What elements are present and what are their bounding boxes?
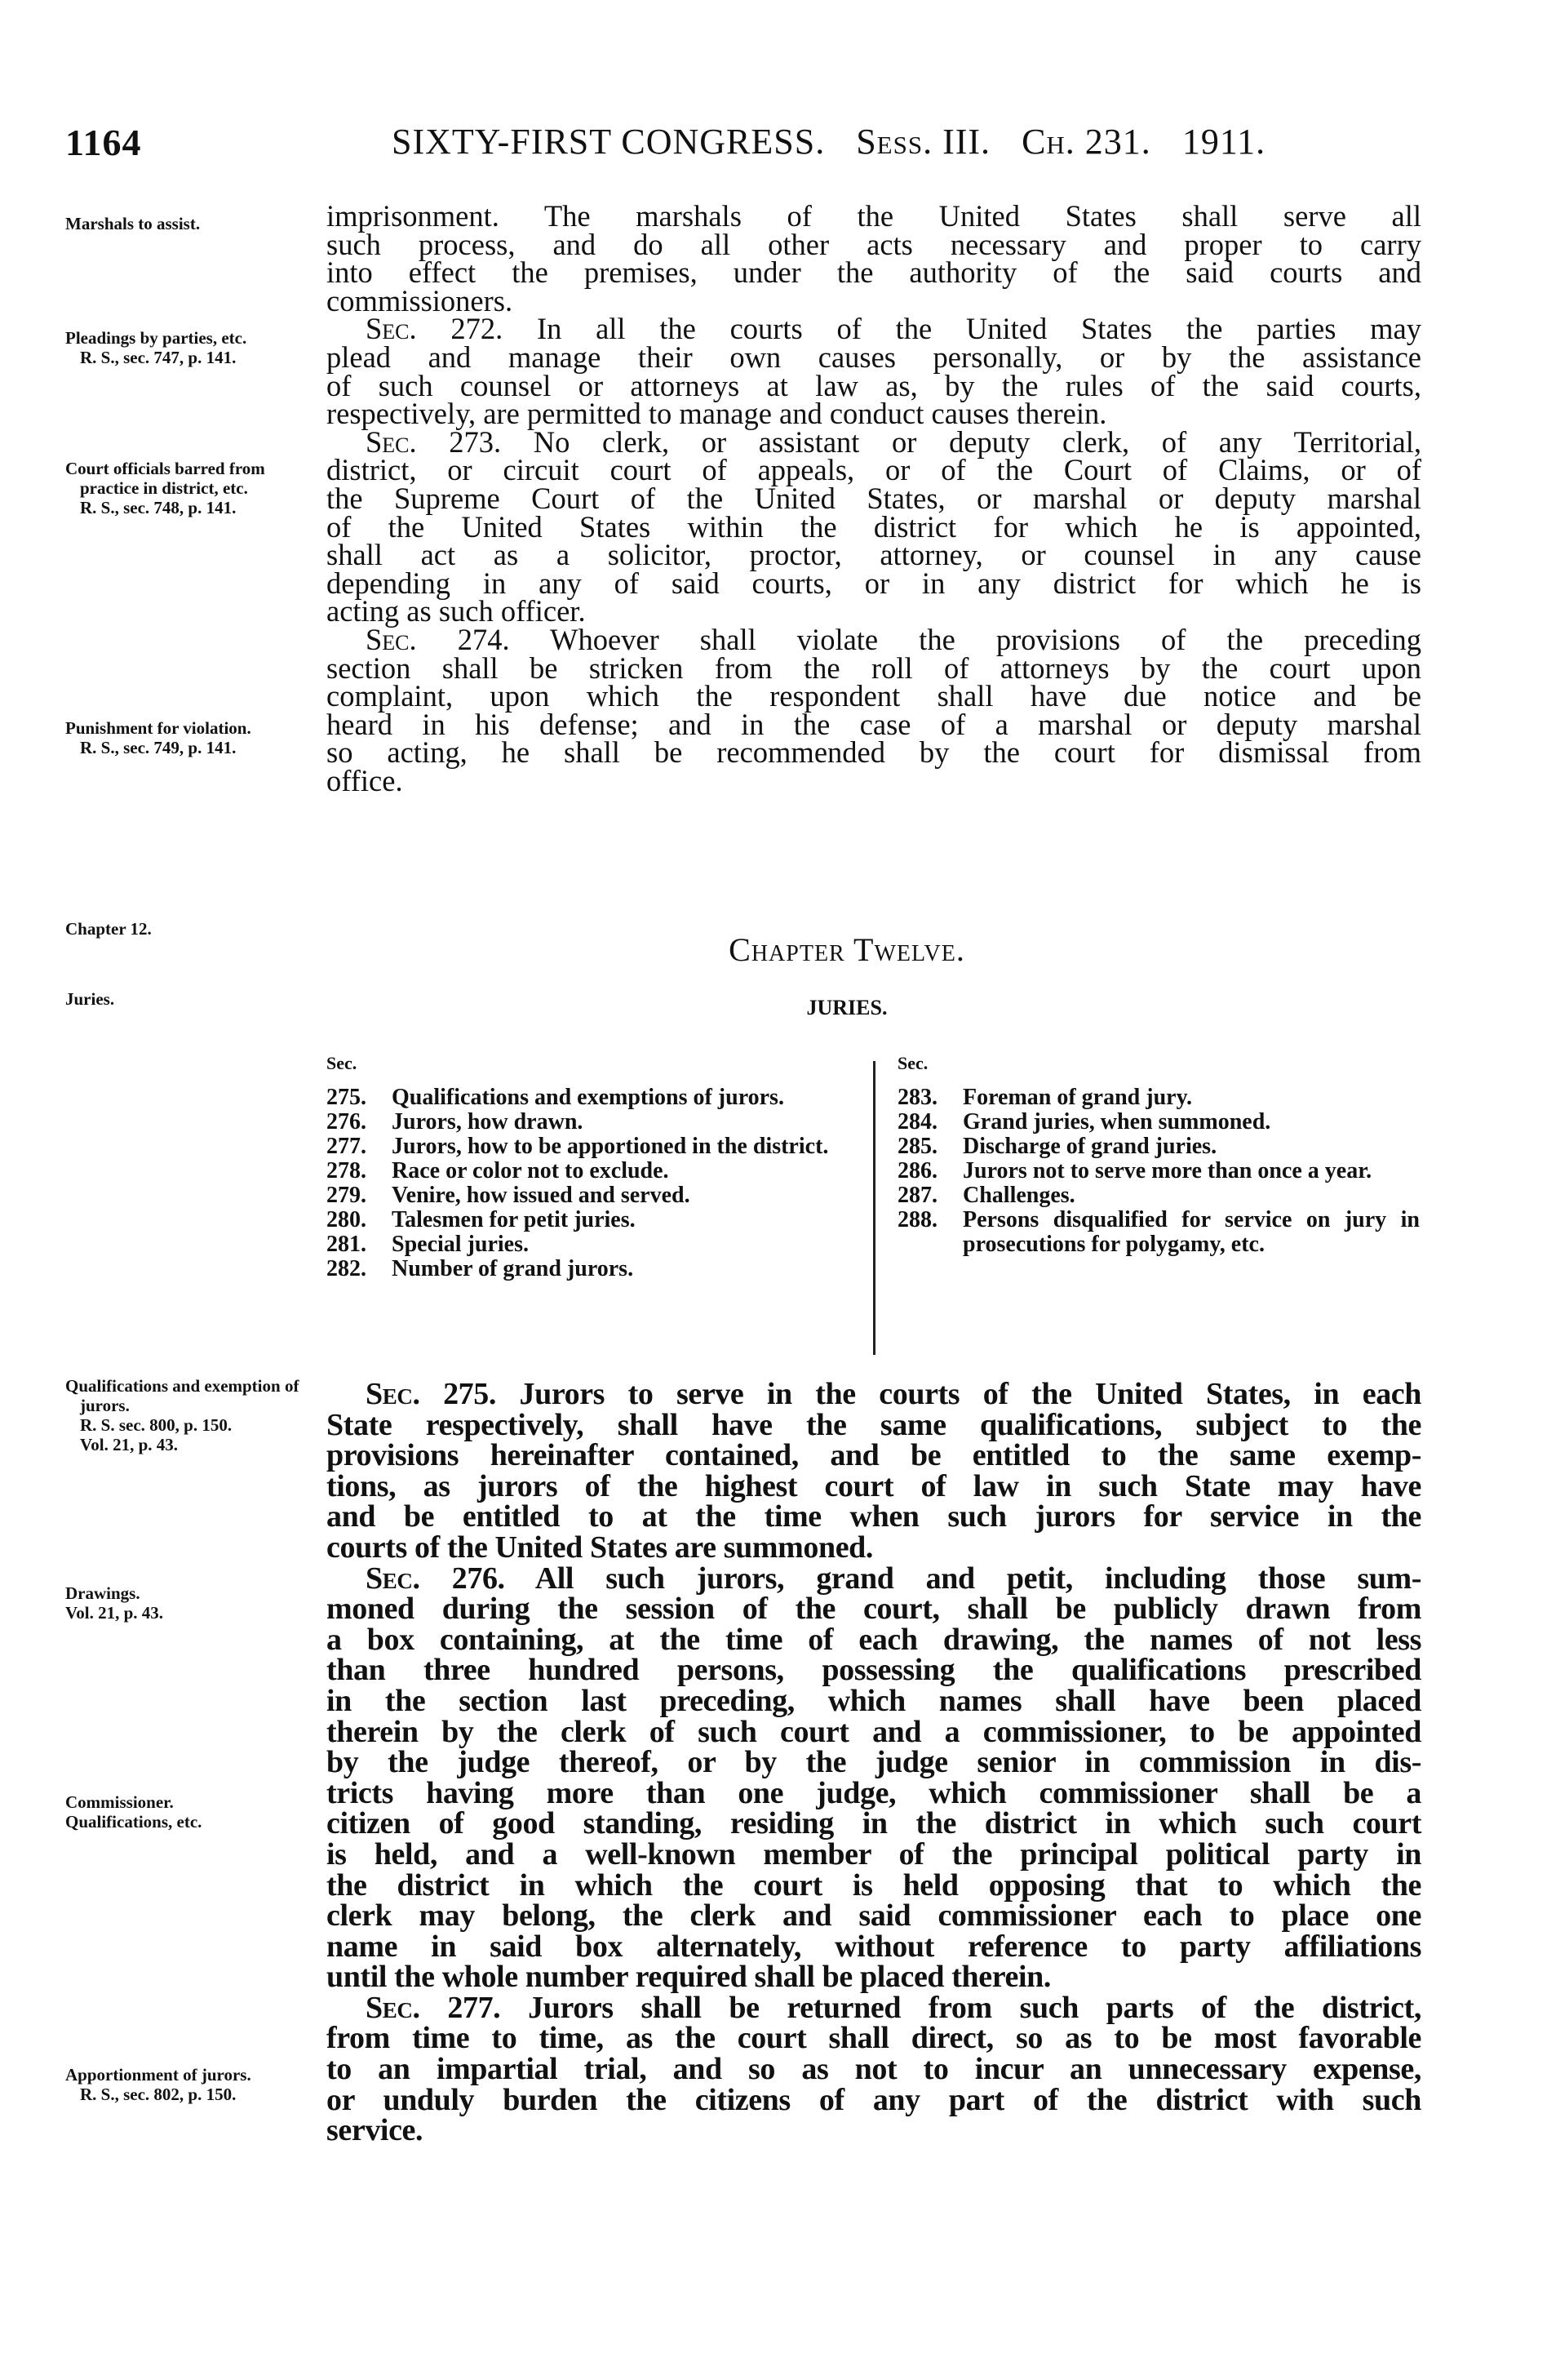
toc-item	[326, 1086, 857, 1110]
upper-body-text	[326, 199, 1421, 797]
toc-right-column	[898, 1051, 1420, 1257]
section-label: Sec.	[366, 1377, 420, 1411]
toc-item-title: Grand juries, when summoned.	[963, 1109, 1271, 1134]
section-273-start: Sec. 273. No clerk, or assistant or deputy clerk, of any Territorial,	[366, 424, 1421, 459]
toc-item	[326, 1257, 857, 1281]
text-line: tions, as jurors of the highest court of law in such State may have	[326, 1468, 1421, 1503]
text-line: imprisonment. The marshals of the United States shall serve all	[326, 199, 1421, 233]
toc-item	[898, 1208, 1420, 1257]
text-line: name in said box alternately, without reference to party affiliations	[326, 1929, 1421, 1964]
toc-item-number: 277.	[326, 1134, 366, 1159]
toc-item-number: 283.	[898, 1085, 938, 1110]
running-head-title	[392, 121, 1287, 162]
text-line: in the section last preceding, which names shall have been placed	[326, 1683, 1421, 1718]
margin-note-line: Qualifications, etc.	[65, 1812, 202, 1832]
text-line: until the whole number required shall be placed therein.	[326, 1960, 1051, 1995]
section-277-start: Sec. 277. Jurors shall be returned from such parts of the district,	[366, 1990, 1421, 2025]
session-label: Sess. III.	[856, 122, 991, 162]
toc-item-title: Qualifications and exemptions of jurors.	[392, 1085, 784, 1110]
text-line: such process, and do all other acts necessary and proper to carry	[326, 227, 1421, 261]
toc-item-number: 286.	[898, 1158, 938, 1183]
text-line: commissioners.	[326, 283, 513, 317]
toc-item-title: Challenges.	[963, 1183, 1075, 1208]
toc-item	[898, 1134, 1420, 1159]
margin-note-line: Commissioner.	[65, 1792, 174, 1812]
toc-item	[898, 1110, 1420, 1134]
text-line: from time to time, as the court shall direct, so as to be most favorable	[326, 2021, 1421, 2056]
toc-item-number: 276.	[326, 1109, 366, 1134]
toc-item	[898, 1086, 1420, 1110]
section-label: Sec.	[366, 424, 417, 459]
text-line: or unduly burden the citizens of any part of the district with such	[326, 2082, 1421, 2117]
text-line: heard in his defense; and in the case of a marshal or deputy marshal	[326, 707, 1421, 741]
text-line: provisions hereinafter contained, and be entitled to the same exemp-	[326, 1438, 1421, 1473]
text-line: to an impartial trial, and so as not to incur an unnecessary expense,	[326, 2052, 1421, 2087]
toc-item-number: 288.	[898, 1207, 938, 1232]
text-line: courts of the United States are summoned.	[326, 1530, 874, 1565]
text-line: than three hundred persons, possessing the qualifications prescribed	[326, 1653, 1421, 1688]
chapter-subheading: JURIES.	[806, 996, 888, 1019]
margin-note-line: Qualifications and exemption of jurors.	[65, 1376, 299, 1415]
text-line: plead and manage their own causes personally, or by the assistance	[326, 340, 1421, 374]
toc-item	[326, 1208, 857, 1232]
toc-item-number: 284.	[898, 1109, 938, 1134]
margin-note-line: Juries.	[65, 989, 115, 1009]
margin-note-line: Punishment for violation.	[65, 718, 251, 738]
toc-item-number: 275.	[326, 1085, 366, 1110]
margin-note-line: Chapter 12.	[65, 919, 152, 939]
text-line: district, or circuit court of appeals, or of the Court of Claims, or of	[326, 453, 1421, 487]
toc-item-title: Jurors, how to be apportioned in the district.	[392, 1134, 829, 1159]
section-275-start: Sec. 275. Jurors to serve in the courts of the United States, in each	[366, 1377, 1421, 1411]
lower-body-text	[326, 1379, 1421, 2147]
margin-note-citation: R. S., sec. 749, p. 141.	[80, 738, 237, 757]
section-label: Sec.	[366, 312, 417, 346]
text-line: service.	[326, 2113, 423, 2148]
toc-item-title: Discharge of grand juries.	[963, 1134, 1217, 1159]
margin-note-citation: Vol. 21, p. 43.	[80, 1435, 179, 1454]
margin-note-citation: R. S. sec. 800, p. 150.	[80, 1415, 233, 1435]
page-number: 1164	[65, 122, 142, 163]
text-line: respectively, are permitted to manage and conduct causes therein.	[326, 397, 1107, 431]
section-276-start: Sec. 276. All such jurors, grand and petit, including those sum-	[366, 1561, 1421, 1596]
toc-item	[326, 1134, 857, 1159]
running-head	[0, 121, 1547, 170]
toc-item-title: Race or color not to exclude.	[392, 1158, 669, 1183]
toc-item-number: 285.	[898, 1134, 938, 1159]
text-line: shall act as a solicitor, proctor, attorney, or counsel in any cause	[326, 538, 1421, 572]
text-line: the district in which the court is held opposing that to which the	[326, 1867, 1421, 1903]
margin-note-marshals	[65, 214, 318, 233]
margin-note-citation: Vol. 21, p. 43.	[65, 1603, 164, 1623]
text-line: section shall be stricken from the roll of attorneys by the court upon	[326, 651, 1421, 685]
toc-item-title: Number of grand jurors.	[392, 1256, 634, 1281]
margin-note-line: Marshals to assist.	[65, 214, 201, 233]
toc-item-number: 278.	[326, 1158, 366, 1183]
text-line: citizen of good standing, residing in the district in which such court	[326, 1806, 1421, 1841]
text-line: moned during the session of the court, shall be publicly drawn from	[326, 1592, 1421, 1627]
toc-item	[326, 1159, 857, 1183]
toc-item-title: Special juries.	[392, 1232, 529, 1257]
text-line: by the judge thereof, or by the judge senior in commission in dis-	[326, 1745, 1421, 1780]
toc-item	[898, 1159, 1420, 1183]
toc-item	[326, 1183, 857, 1208]
section-274-start: Sec. 274. Whoever shall violate the provisions of the preceding	[366, 622, 1421, 656]
text-line: of the United States within the district for which he is appointed,	[326, 509, 1421, 544]
margin-note-citation: R. S., sec. 747, p. 141.	[80, 348, 237, 367]
chapter-heading: Chapter Twelve.	[729, 931, 965, 968]
text-line: so acting, he shall be recommended by the court for dismissal from	[326, 735, 1421, 770]
margin-note-qualifications	[65, 1376, 318, 1454]
toc-sec-label: Sec.	[898, 1053, 929, 1073]
toc-item-number: 282.	[326, 1256, 366, 1281]
toc-item-title: Persons disqualified for service on jury in prosecutions for polygamy, etc.	[963, 1207, 1420, 1257]
section-label: Sec.	[366, 1561, 420, 1596]
toc-item-number: 281.	[326, 1232, 366, 1257]
toc-item-number: 279.	[326, 1183, 366, 1208]
text-line: of such counsel or attorneys at law as, by the rules of the said courts,	[326, 368, 1421, 402]
text-line: office.	[326, 763, 403, 797]
text-line: acting as such officer.	[326, 594, 586, 628]
margin-note-citation: R. S., sec. 802, p. 150.	[80, 2085, 237, 2104]
text-line: tricts having more than one judge, which commissioner shall be a	[326, 1775, 1421, 1810]
chapter-label: Ch. 231.	[1022, 122, 1151, 162]
margin-note-court-officials	[65, 459, 318, 517]
margin-note-citation: R. S., sec. 748, p. 141.	[80, 498, 237, 517]
toc-item-number: 287.	[898, 1183, 938, 1208]
section-272-start: Sec. 272. In all the courts of the United States the parties may	[366, 312, 1421, 346]
text-line: and be entitled to at the time when such jurors for service in the	[326, 1499, 1421, 1534]
toc-column-divider	[873, 1061, 875, 1355]
text-line: clerk may belong, the clerk and said commissioner each to place one	[326, 1898, 1421, 1934]
text-line: the Supreme Court of the United States, or marshal or deputy marshal	[326, 481, 1421, 515]
text-line: is held, and a well-known member of the principal political party in	[326, 1836, 1421, 1872]
toc-item-title: Venire, how issued and served.	[392, 1183, 690, 1208]
margin-note-drawings	[65, 1583, 318, 1623]
toc-item-title: Jurors, how drawn.	[392, 1109, 583, 1134]
margin-note-line: Apportionment of jurors.	[65, 2065, 251, 2085]
margin-note-punishment	[65, 718, 318, 757]
text-line: depending in any of said courts, or in any district for which he is	[326, 566, 1421, 600]
margin-note-pleadings	[65, 328, 318, 367]
text-line: a box containing, at the time of each drawing, the names of not less	[326, 1622, 1421, 1657]
text-line: therein by the clerk of such court and a commissioner, to be appointed	[326, 1714, 1421, 1749]
margin-note-line: Drawings.	[65, 1583, 140, 1603]
section-label: Sec.	[366, 622, 417, 656]
margin-note-line: Pleadings by parties, etc.	[65, 328, 247, 348]
text-line: State respectively, shall have the same qualifications, subject to the	[326, 1407, 1421, 1442]
toc-item	[326, 1232, 857, 1257]
margin-note-line: Court officials barred from practice in district, etc.	[65, 459, 265, 498]
toc-item-number: 280.	[326, 1207, 366, 1232]
toc-item-title: Talesmen for petit juries.	[392, 1207, 636, 1232]
toc-item-title: Jurors not to serve more than once a year.	[963, 1158, 1372, 1183]
year-label: 1911.	[1181, 122, 1266, 162]
section-label: Sec.	[366, 1990, 420, 2025]
text-line: into effect the premises, under the authority of the said courts and	[326, 255, 1421, 290]
toc-item	[326, 1110, 857, 1134]
toc-left-column	[326, 1051, 857, 1281]
margin-note-commissioner	[65, 1792, 318, 1832]
toc-sec-label: Sec.	[326, 1053, 357, 1073]
margin-note-apportionment	[65, 2065, 318, 2104]
text-line: complaint, upon which the respondent shall have due notice and be	[326, 679, 1421, 713]
toc-item-title: Foreman of grand jury.	[963, 1085, 1193, 1110]
toc-item	[898, 1183, 1420, 1208]
congress-label: SIXTY-FIRST CONGRESS.	[392, 122, 826, 162]
